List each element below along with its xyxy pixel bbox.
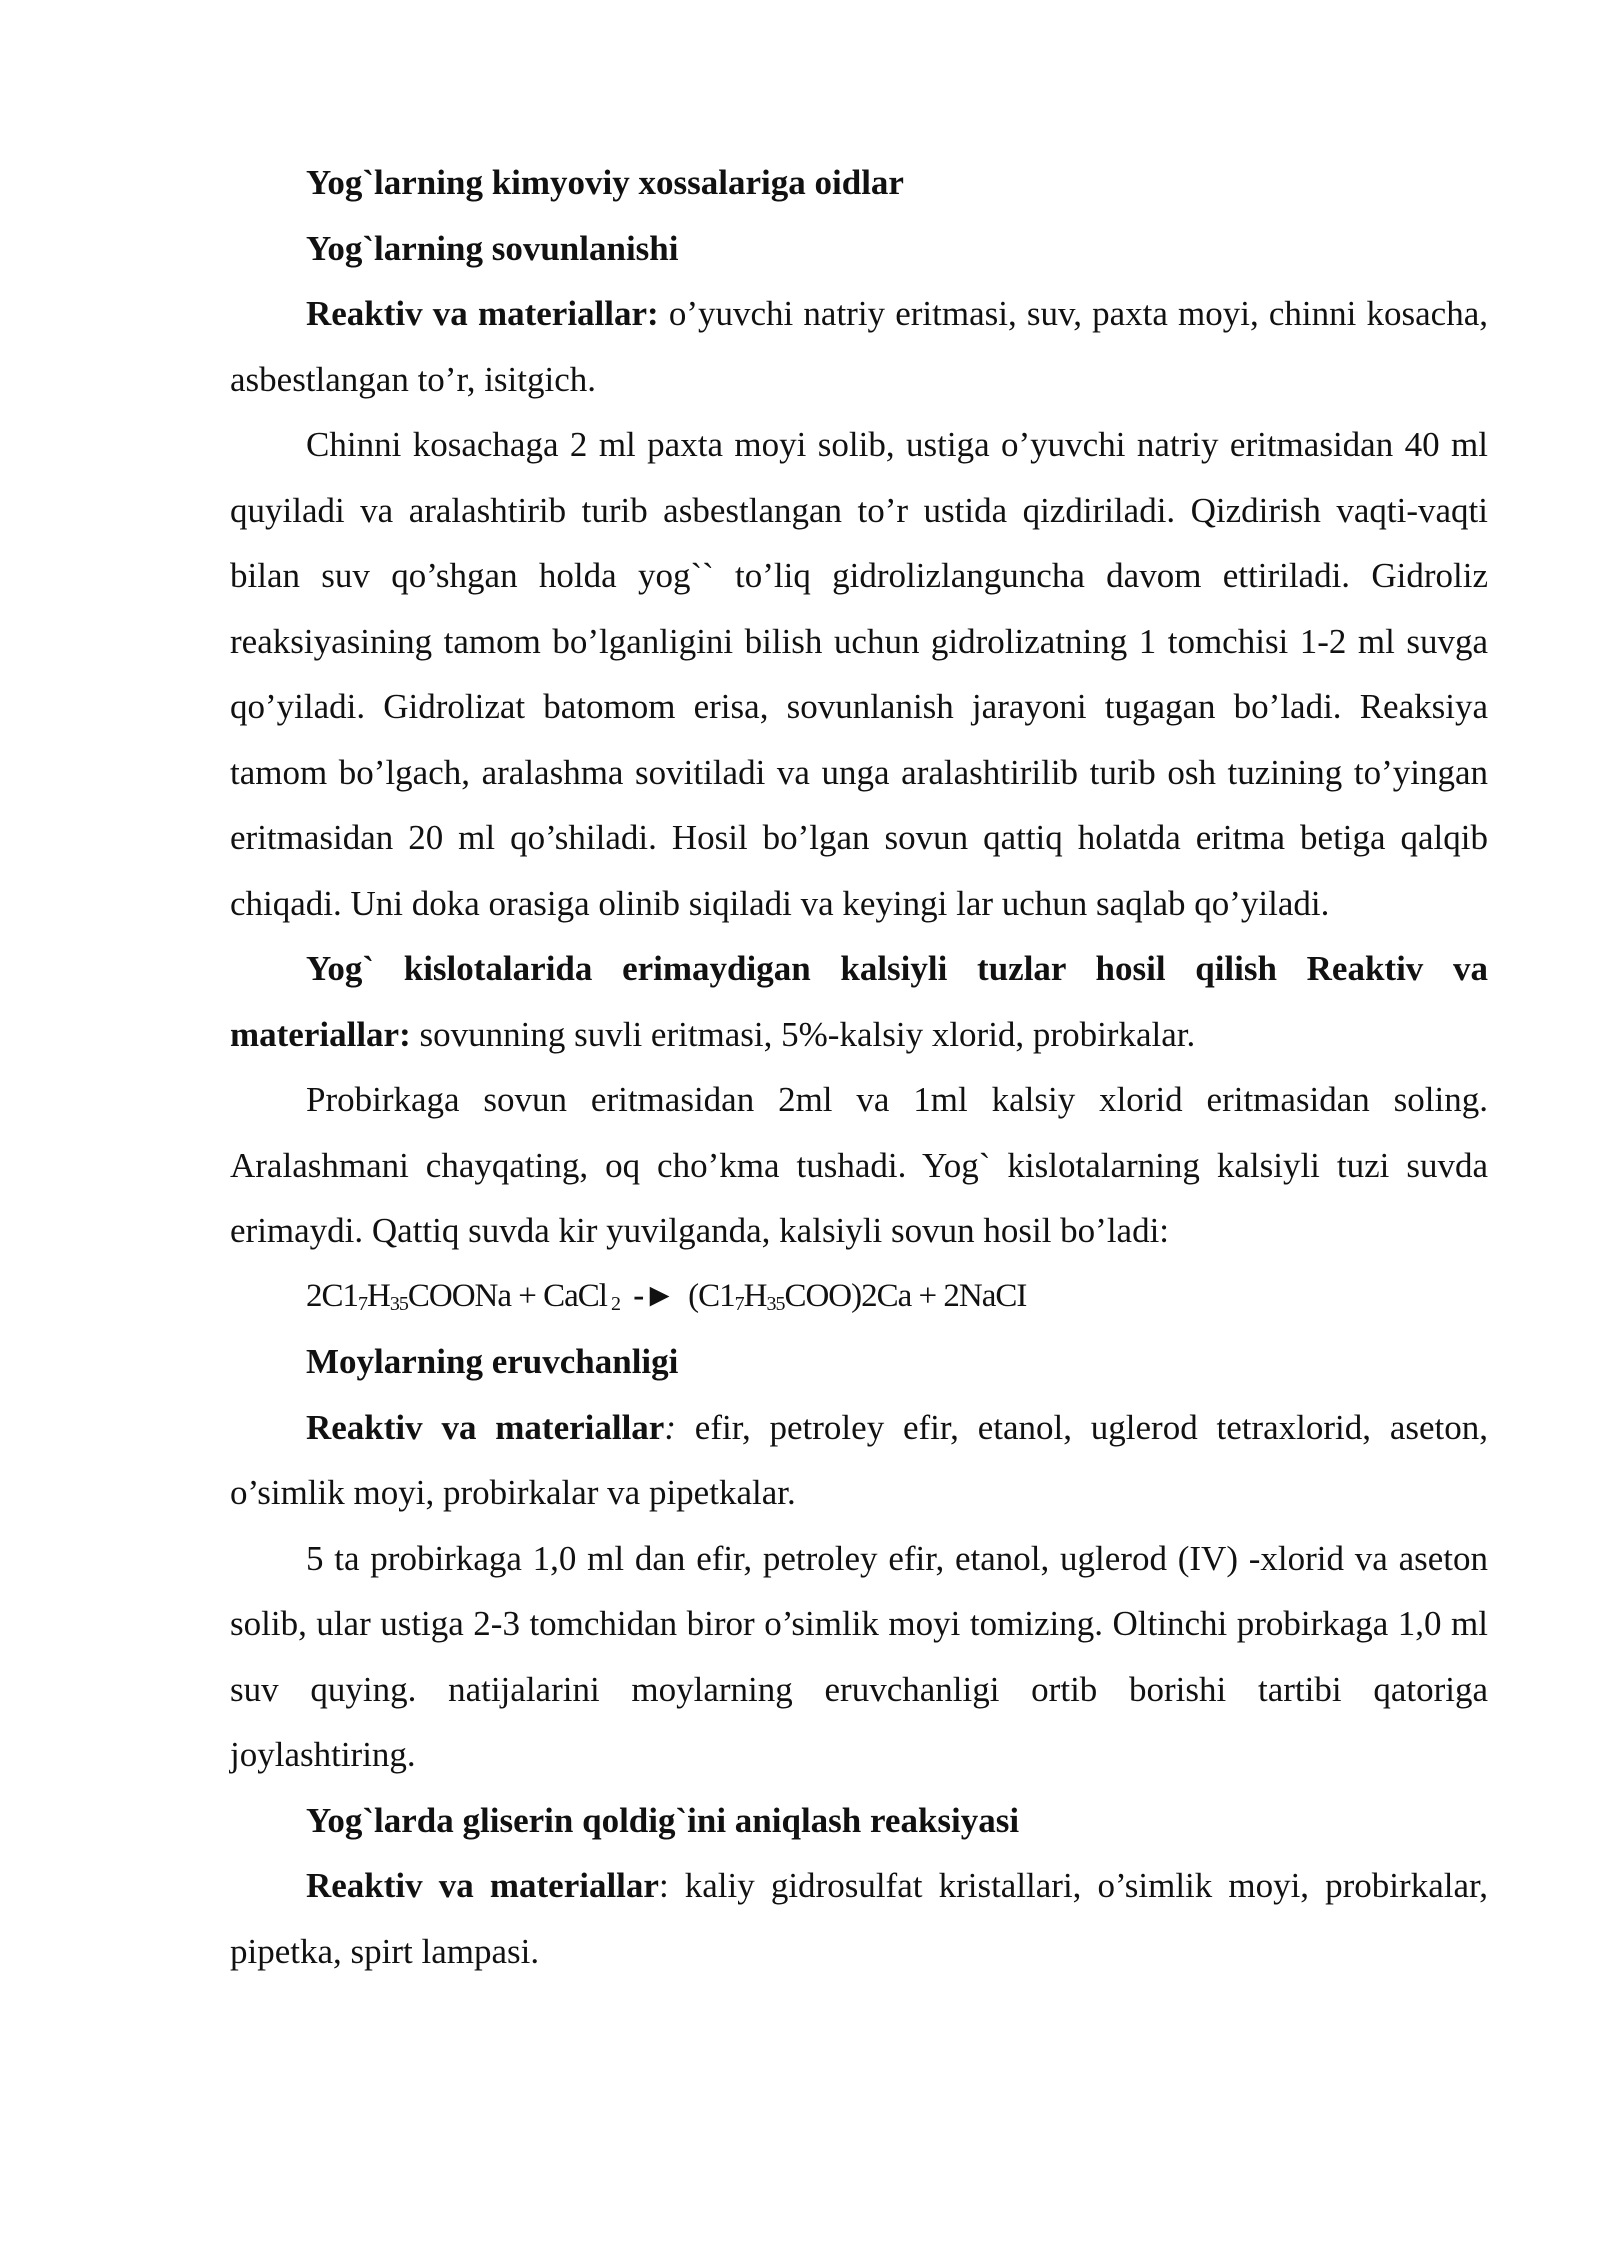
formula-part: H — [367, 1277, 390, 1314]
reagents-text: o’yuvchi natriy eritmasi, suv, paxta moyi, chinni kosacha, asbestlangan to’r, isitgich. — [230, 294, 1488, 399]
formula-subscript: 35 — [389, 1292, 408, 1315]
formula-subscript: 2 — [606, 1292, 620, 1315]
procedure-paragraph-1: Chinni kosachaga 2 ml paxta moyi solib, ustiga o’yuvchi natriy eritmasidan 40 ml quyiladi va aralashtirib turib asbestlangan to’r ustida qizdiriladi. Qizdirish vaqti-vaqti bilan suv qo’shgan holda yog`` to’liq gidrolizlanguncha davom ettiriladi. Gidroliz reaksiyasining tamom bo’lganligini bilish uchun gidrolizatning 1 tomchisi 1-2 ml suvga qo’yiladi. Gidrolizat batomom erisa, sovunlanish jarayoni tugagan bo’ladi. Reaksiya tamom bo’lgach, aralashma sovitiladi va unga aralashtirilib turib osh tuzining to’yingan eritmasidan 20 ml qo’shiladi. Hosil bo’lgan sovun qattiq holatda eritma betiga qalqib chiqadi. Uni doka orasiga olinib siqiladi va keyingi lar uchun saqlab qo’yiladi. — [230, 425, 1488, 923]
section-title-glycerol: Yog`larda gliserin qoldig`ini aniqlash reaksiyasi — [306, 1800, 1020, 1840]
reagents-paragraph-4 — [230, 1853, 1488, 1984]
formula-part: (C1 — [688, 1277, 735, 1314]
document-page — [230, 150, 1488, 1984]
reagents-paragraph-3 — [230, 1395, 1488, 1526]
procedure-paragraph-3: 5 ta probirkaga 1,0 ml dan efir, petroley efir, etanol, uglerod (IV) -xlorid va aseton solib, ular ustiga 2-3 tomchidan biror o’simlik moyi tomizing. Oltinchi probirkaga 1,0 ml suv quying. natijalarini moylarning eruvchanligi ortib borishi tartibi qatoriga joylashtiring. — [230, 1538, 1488, 1774]
reagents-label: Reaktiv va materiallar — [306, 1407, 665, 1447]
formula-part: COONa + CaCl — [407, 1277, 607, 1314]
chemical-equation — [230, 1264, 1488, 1330]
reagents-colon: : — [664, 1407, 676, 1447]
formula-part: COO)2Ca + 2NaCI — [784, 1277, 1027, 1314]
formula-subscript: 7 — [734, 1292, 744, 1315]
reagents-label: Reaktiv va materiallar: — [306, 294, 659, 333]
reagents-paragraph-1 — [230, 281, 1488, 412]
reagents-text: sovunning suvli eritmasi, 5%-kalsiy xlorid, probirkalar. — [410, 1014, 1196, 1054]
formula-part: H — [743, 1277, 767, 1314]
formula-subscript: 7 — [358, 1292, 368, 1315]
formula-part: 2C1 — [306, 1277, 359, 1314]
reagents-label: Reaktiv va materiallar — [306, 1866, 659, 1905]
section-title-chemical-properties: Yog`larning kimyoviy xossalariga oidlar — [306, 163, 904, 202]
section-title-solubility: Moylarning eruvchanligi — [306, 1342, 679, 1381]
procedure-paragraph-2: Probirkaga sovun eritmasidan 2ml va 1ml kalsiy xlorid eritmasidan soling. Aralashmani chayqating, oq cho’kma tushadi. Yog` kislotalarning kalsiyli tuzi suvda erimaydi. Qattiq suvda kir yuvilganda, kalsiyli sovun hosil bo’ladi: — [230, 1080, 1488, 1250]
reaction-arrow-icon: -► — [633, 1277, 675, 1314]
reagents-text: : kaliy gidrosulfat kristallari, o’simlik moyi, probirkalar, pipetka, spirt lampasi. — [230, 1866, 1488, 1971]
formula-subscript: 35 — [766, 1292, 785, 1315]
reagents-paragraph-2 — [230, 936, 1488, 1067]
section-title-saponification: Yog`larning sovunlanishi — [306, 228, 679, 268]
reagents-text: efir, petroley efir, etanol, uglerod tetraxlorid, aseton, o’simlik moyi, probirkalar va pipetkalar. — [230, 1407, 1488, 1512]
section-title-calcium-salts: Yog` kislotalarida erimaydigan kalsiyli tuzlar hosil qilish Reaktiv va materiallar: — [230, 949, 1488, 1054]
